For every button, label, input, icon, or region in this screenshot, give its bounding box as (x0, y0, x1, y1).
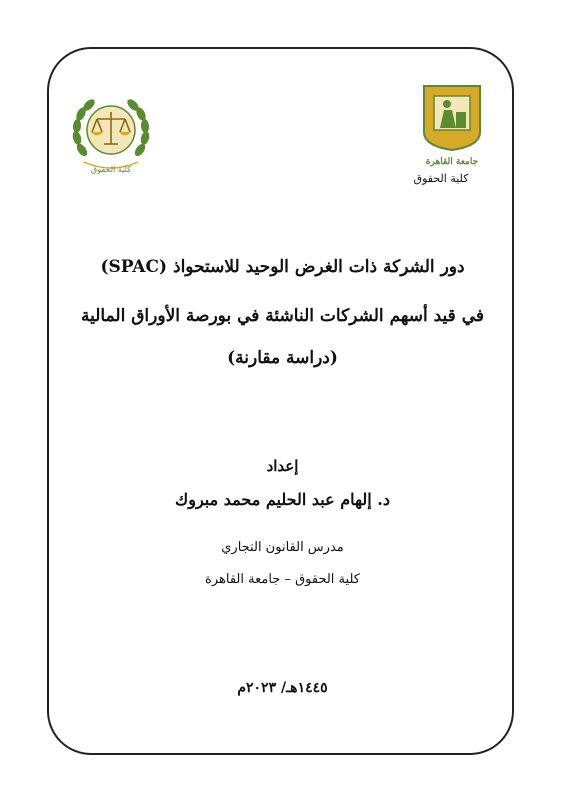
scales-of-justice-emblem (68, 92, 154, 178)
title-line-1: دور الشركة ذات الغرض الوحيد للاستحواذ (SPAC) (100, 257, 465, 277)
title-line-3: (دراسة مقارنة) (227, 348, 338, 368)
publication-date: ١٤٤٥هـ/ ٢٠٢٣م (237, 680, 328, 696)
author-position: مدرس القانون التجاري (221, 540, 344, 555)
right-emblem-caption: جامعة القاهرة (425, 157, 479, 167)
cairo-university-emblem (416, 80, 488, 168)
left-emblem-caption: كلية الحقوق (91, 165, 131, 174)
title-line-2: في قيد أسهم الشركات الناشئة في بورصة الأوراق المالية (80, 306, 485, 326)
author-affiliation: كلية الحقوق – جامعة القاهرة (205, 572, 360, 587)
faculty-label: كلية الحقوق (413, 172, 469, 185)
author-name: د. إلهام عبد الحليم محمد مبروك (175, 490, 390, 509)
prepared-by-label: إعداد (266, 457, 299, 475)
